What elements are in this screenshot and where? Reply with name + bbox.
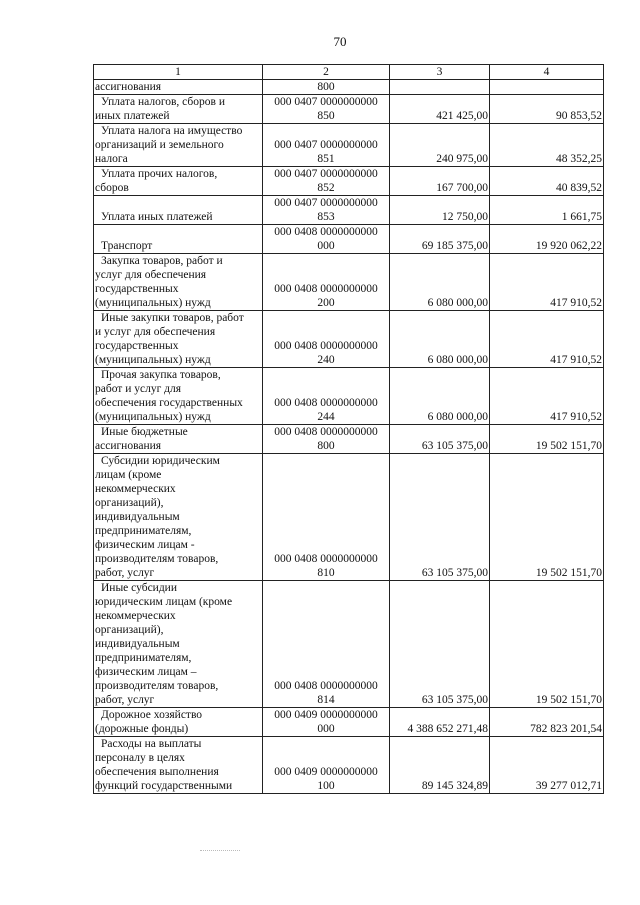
- table-header-row: [94, 65, 604, 80]
- row-item-name: [94, 80, 263, 95]
- row-amount-executed: 39 277 012,71: [490, 737, 604, 794]
- budget-code-line: 850: [317, 110, 335, 122]
- budget-code-line: 000 0407 0000000000: [274, 168, 378, 180]
- item-name-line: производителям товаров,: [95, 553, 219, 565]
- budget-code-line: 000 0408 0000000000: [274, 340, 378, 352]
- budget-code-line: 000 0407 0000000000: [274, 96, 378, 108]
- item-name-line: функций государственными: [95, 780, 233, 792]
- table-row: [94, 708, 604, 737]
- row-budget-code: [263, 454, 390, 581]
- budget-code-line: 000 0408 0000000000: [274, 553, 378, 565]
- row-amount-planned: 12 750,00: [390, 196, 490, 225]
- table-row: [94, 80, 604, 95]
- item-name-line: Транспорт: [101, 240, 153, 252]
- budget-code-line: 000 0408 0000000000: [274, 283, 378, 295]
- item-name-line: работ, услуг: [95, 694, 155, 706]
- budget-code-line: 000 0408 0000000000: [274, 426, 378, 438]
- row-amount-planned: 6 080 000,00: [390, 368, 490, 425]
- item-name-line: Уплата прочих налогов,: [101, 168, 218, 180]
- item-name-line: (муниципальных) нужд: [95, 354, 211, 366]
- row-amount-executed: 1 661,75: [490, 196, 604, 225]
- column-header: 4: [490, 65, 604, 80]
- item-name-line: производителям товаров,: [95, 680, 219, 692]
- item-name-line: ассигнования: [95, 81, 162, 93]
- row-budget-code: [263, 581, 390, 708]
- item-name-line: работ, услуг: [95, 567, 155, 579]
- row-item-name: [94, 425, 263, 454]
- column-header: 1: [94, 65, 263, 80]
- budget-code-line: 200: [317, 297, 335, 309]
- table-body: [94, 65, 604, 794]
- table-row: [94, 254, 604, 311]
- table-row: [94, 311, 604, 368]
- row-item-name: [94, 124, 263, 167]
- budget-code-line: 851: [317, 153, 335, 165]
- row-item-name: [94, 368, 263, 425]
- row-item-name: [94, 737, 263, 794]
- item-name-line: Дорожное хозяйство: [101, 709, 203, 721]
- item-name-line: Уплата иных платежей: [101, 211, 213, 223]
- table-row: [94, 196, 604, 225]
- item-name-line: лицам (кроме: [95, 469, 162, 481]
- budget-code-line: 000: [317, 723, 335, 735]
- row-amount-planned: 63 105 375,00: [390, 425, 490, 454]
- column-header: 2: [263, 65, 390, 80]
- row-item-name: [94, 254, 263, 311]
- row-item-name: [94, 225, 263, 254]
- item-name-line: услуг для обеспечения: [95, 269, 207, 281]
- item-name-line: индивидуальным: [95, 638, 180, 650]
- item-name-line: иных платежей: [95, 110, 170, 122]
- budget-code-line: 852: [317, 182, 335, 194]
- item-name-line: Субсидии юридическим: [101, 455, 220, 467]
- item-name-line: юридическим лицам (кроме: [95, 596, 233, 608]
- table-row: [94, 454, 604, 581]
- item-name-line: некоммерческих: [95, 483, 176, 495]
- item-name-line: организаций и земельного: [95, 139, 224, 151]
- item-name-line: обеспечения выполнения: [95, 766, 219, 778]
- row-amount-executed: 417 910,52: [490, 368, 604, 425]
- item-name-line: государственных: [95, 340, 179, 352]
- budget-code-line: 244: [317, 411, 335, 423]
- item-name-line: Иные субсидии: [101, 582, 177, 594]
- row-item-name: [94, 454, 263, 581]
- row-amount-planned: [390, 80, 490, 95]
- row-item-name: [94, 581, 263, 708]
- page-number: 70: [333, 34, 347, 49]
- item-name-line: Расходы на выплаты: [101, 738, 202, 750]
- budget-code-line: 000 0409 0000000000: [274, 766, 378, 778]
- scan-artifact: [200, 850, 240, 852]
- row-amount-planned: 63 105 375,00: [390, 454, 490, 581]
- table-row: [94, 737, 604, 794]
- row-budget-code: [263, 737, 390, 794]
- item-name-line: Иные закупки товаров, работ: [101, 312, 244, 324]
- row-amount-planned: 69 185 375,00: [390, 225, 490, 254]
- row-budget-code: [263, 368, 390, 425]
- item-name-line: государственных: [95, 283, 179, 295]
- row-budget-code: [263, 225, 390, 254]
- item-name-line: (муниципальных) нужд: [95, 411, 211, 423]
- row-budget-code: [263, 708, 390, 737]
- row-amount-executed: 19 502 151,70: [490, 425, 604, 454]
- item-name-line: физическим лицам –: [95, 666, 197, 678]
- item-name-line: обеспечения государственных: [95, 397, 243, 409]
- row-item-name: [94, 196, 263, 225]
- table-row: [94, 581, 604, 708]
- item-name-line: Закупка товаров, работ и: [101, 255, 223, 267]
- item-name-line: предпринимателям,: [95, 525, 192, 537]
- budget-code-line: 100: [317, 780, 335, 792]
- item-name-line: физическим лицам -: [95, 539, 195, 551]
- row-budget-code: [263, 254, 390, 311]
- budget-code-line: 000 0407 0000000000: [274, 139, 378, 151]
- item-name-line: сборов: [95, 182, 129, 194]
- row-budget-code: [263, 80, 390, 95]
- row-budget-code: [263, 196, 390, 225]
- table-row: [94, 167, 604, 196]
- budget-code-line: 800: [317, 440, 335, 452]
- row-item-name: [94, 167, 263, 196]
- column-header: 3: [390, 65, 490, 80]
- item-name-line: Уплата налогов, сборов и: [101, 96, 225, 108]
- item-name-line: персоналу в целях: [95, 752, 185, 764]
- row-budget-code: [263, 311, 390, 368]
- item-name-line: работ и услуг для: [95, 383, 182, 395]
- item-name-line: организаций),: [95, 624, 164, 636]
- row-amount-executed: 417 910,52: [490, 311, 604, 368]
- row-amount-executed: 417 910,52: [490, 254, 604, 311]
- budget-code-line: 000 0408 0000000000: [274, 226, 378, 238]
- row-amount-planned: 167 700,00: [390, 167, 490, 196]
- row-amount-executed: [490, 80, 604, 95]
- row-item-name: [94, 708, 263, 737]
- item-name-line: Уплата налога на имущество: [101, 125, 243, 137]
- row-amount-planned: 89 145 324,89: [390, 737, 490, 794]
- row-amount-planned: 421 425,00: [390, 95, 490, 124]
- row-amount-executed: 48 352,25: [490, 124, 604, 167]
- budget-code-line: 240: [317, 354, 335, 366]
- row-amount-executed: 19 502 151,70: [490, 454, 604, 581]
- row-amount-executed: 782 823 201,54: [490, 708, 604, 737]
- row-budget-code: [263, 425, 390, 454]
- row-amount-planned: 63 105 375,00: [390, 581, 490, 708]
- item-name-line: ассигнования: [95, 440, 162, 452]
- table-row: [94, 95, 604, 124]
- row-amount-executed: 19 920 062,22: [490, 225, 604, 254]
- budget-code-line: 000 0407 0000000000: [274, 197, 378, 209]
- table-row: [94, 124, 604, 167]
- row-item-name: [94, 311, 263, 368]
- item-name-line: (дорожные фонды): [95, 723, 189, 735]
- budget-code-line: 814: [317, 694, 335, 706]
- item-name-line: индивидуальным: [95, 511, 180, 523]
- row-amount-planned: 6 080 000,00: [390, 311, 490, 368]
- item-name-line: Прочая закупка товаров,: [101, 369, 221, 381]
- row-amount-executed: 90 853,52: [490, 95, 604, 124]
- item-name-line: предпринимателям,: [95, 652, 192, 664]
- row-item-name: [94, 95, 263, 124]
- row-budget-code: [263, 167, 390, 196]
- item-name-line: налога: [95, 153, 128, 165]
- budget-code-line: 853: [317, 211, 335, 223]
- budget-code-line: 000 0408 0000000000: [274, 680, 378, 692]
- budget-code-line: 000 0408 0000000000: [274, 397, 378, 409]
- budget-code-line: 000: [317, 240, 335, 252]
- item-name-line: некоммерческих: [95, 610, 176, 622]
- budget-code-line: 000 0409 0000000000: [274, 709, 378, 721]
- budget-table: [93, 64, 604, 794]
- row-amount-planned: 4 388 652 271,48: [390, 708, 490, 737]
- budget-code-line: 800: [317, 81, 335, 93]
- row-budget-code: [263, 124, 390, 167]
- item-name-line: организаций),: [95, 497, 164, 509]
- row-budget-code: [263, 95, 390, 124]
- row-amount-planned: 6 080 000,00: [390, 254, 490, 311]
- item-name-line: (муниципальных) нужд: [95, 297, 211, 309]
- budget-code-line: 810: [317, 567, 335, 579]
- table-row: [94, 368, 604, 425]
- table-row: [94, 425, 604, 454]
- row-amount-executed: 40 839,52: [490, 167, 604, 196]
- item-name-line: Иные бюджетные: [101, 426, 188, 438]
- item-name-line: и услуг для обеспечения: [95, 326, 216, 338]
- row-amount-executed: 19 502 151,70: [490, 581, 604, 708]
- row-amount-planned: 240 975,00: [390, 124, 490, 167]
- table-row: [94, 225, 604, 254]
